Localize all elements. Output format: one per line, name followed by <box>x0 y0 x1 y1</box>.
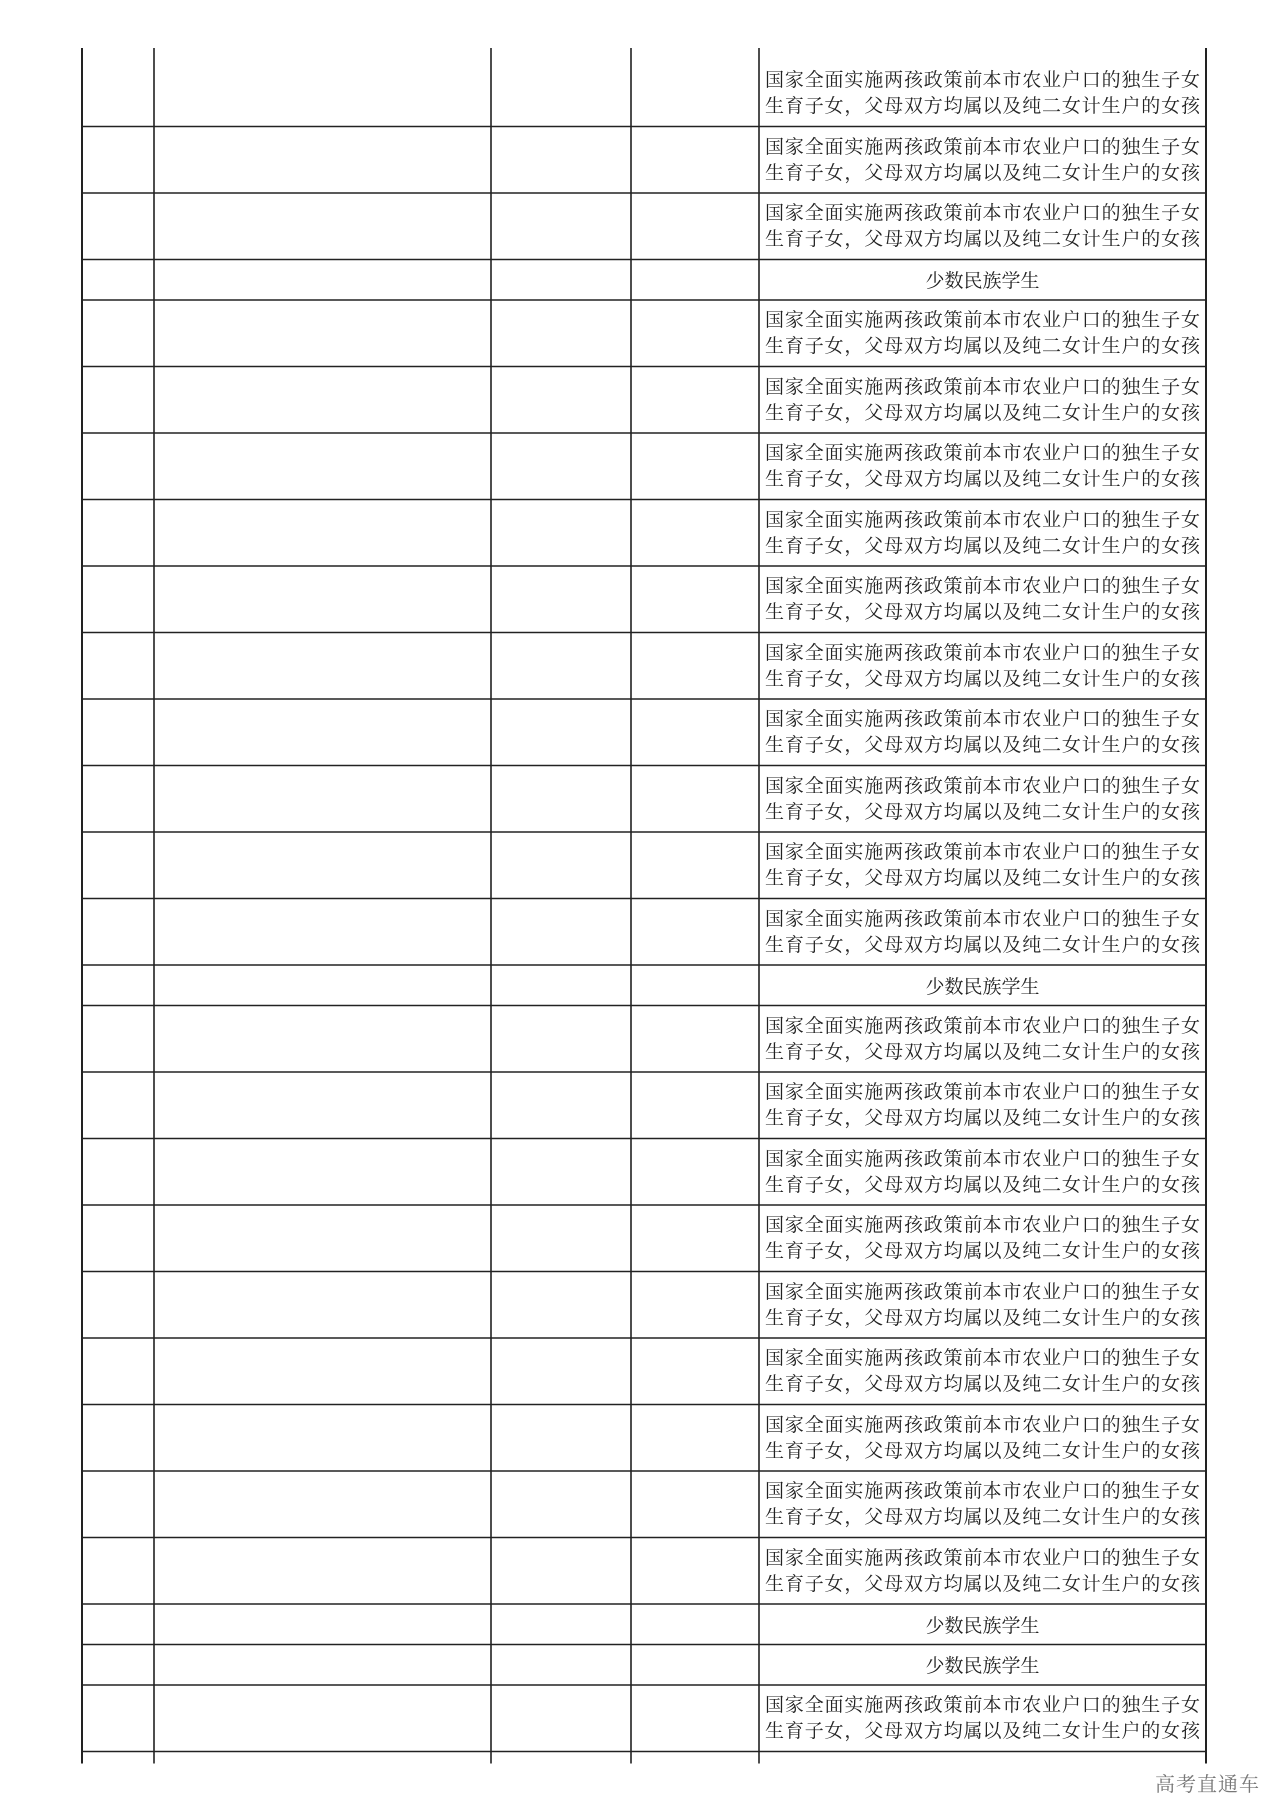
remark-line: 本市农业户口的独生子女以及纯二女计生户的女孩 <box>982 1147 1200 1196</box>
remark <box>759 1272 1206 1339</box>
school-name <box>154 1645 491 1686</box>
remark <box>759 1205 1206 1272</box>
student-name <box>631 633 759 700</box>
student-id <box>491 1272 631 1339</box>
row-number <box>82 1471 154 1538</box>
remark-line: 本市农业户口的独生子女以及纯二女计生户的女孩 <box>982 375 1200 424</box>
student-name <box>631 1685 759 1752</box>
remark-line: 国家全面实施两孩政策前生育子女，父母双方均属 <box>765 641 983 690</box>
row-number <box>82 899 154 966</box>
remark-line: 国家全面实施两孩政策前生育子女，父母双方均属 <box>765 1694 983 1743</box>
remark-line: 本市农业户口的独生子女以及纯二女计生户的女孩 <box>982 508 1200 557</box>
remark <box>759 566 1206 633</box>
student-name <box>631 1205 759 1272</box>
remark-line: 国家全面实施两孩政策前生育子女，父母双方均属 <box>765 1546 983 1595</box>
school-name <box>154 1205 491 1272</box>
student-id <box>491 1645 631 1686</box>
student-id <box>491 1139 631 1206</box>
remark <box>759 1538 1206 1605</box>
student-name <box>631 566 759 633</box>
remark-line: 国家全面实施两孩政策前生育子女，父母双方均属 <box>765 1147 983 1196</box>
remark <box>759 633 1206 700</box>
school-name <box>154 766 491 833</box>
remark-line: 国家全面实施两孩政策前生育子女，父母双方均属 <box>765 69 983 118</box>
remark <box>759 260 1206 301</box>
student-name <box>631 1645 759 1686</box>
school-name <box>154 500 491 567</box>
remark <box>759 1072 1206 1139</box>
row-number <box>82 1538 154 1605</box>
remark <box>759 367 1206 434</box>
student-name <box>631 965 759 1006</box>
remark-line: 本市农业户口的独生子女以及纯二女计生户的女孩 <box>982 641 1200 690</box>
remark-line: 本市农业户口的独生子女以及纯二女计生户的女孩 <box>982 1546 1200 1595</box>
student-id <box>491 766 631 833</box>
student-name <box>631 127 759 194</box>
remark-line: 本市农业户口的独生子女以及纯二女计生户的女孩 <box>982 1480 1200 1529</box>
row-number <box>82 260 154 301</box>
remark-line: 国家全面实施两孩政策前生育子女，父母双方均属 <box>765 1214 983 1263</box>
student-id <box>491 832 631 899</box>
row-number <box>82 1405 154 1472</box>
student-id <box>491 1685 631 1752</box>
student-name <box>631 433 759 500</box>
student-name <box>631 1139 759 1206</box>
remark-line: 少数民族学生 <box>925 1614 1040 1637</box>
school-name <box>154 832 491 899</box>
student-name <box>631 1006 759 1073</box>
school-name <box>154 699 491 766</box>
student-name <box>631 1072 759 1139</box>
student-name <box>631 500 759 567</box>
row-number <box>82 367 154 434</box>
student-id <box>491 699 631 766</box>
student-id <box>491 1471 631 1538</box>
remark <box>759 1139 1206 1206</box>
remark-line: 本市农业户口的独生子女以及纯二女计生户的女孩 <box>982 1214 1200 1263</box>
student-name <box>631 899 759 966</box>
remark-line: 本市农业户口的独生子女以及纯二女计生户的女孩 <box>982 1347 1200 1396</box>
student-id <box>491 633 631 700</box>
remark-line: 本市农业户口的独生子女以及纯二女计生户的女孩 <box>982 1081 1200 1130</box>
remark <box>759 766 1206 833</box>
school-name <box>154 1338 491 1405</box>
remark-line: 国家全面实施两孩政策前生育子女，父母双方均属 <box>765 841 983 890</box>
remark <box>759 832 1206 899</box>
row-number <box>82 300 154 367</box>
student-name <box>631 832 759 899</box>
student-id <box>491 1405 631 1472</box>
school-name <box>154 60 491 127</box>
student-name <box>631 1538 759 1605</box>
remark <box>759 1685 1206 1752</box>
remark <box>759 699 1206 766</box>
student-id <box>491 300 631 367</box>
school-name <box>154 1139 491 1206</box>
student-id <box>491 899 631 966</box>
remark-line: 国家全面实施两孩政策前生育子女，父母双方均属 <box>765 135 983 184</box>
remark-line: 本市农业户口的独生子女以及纯二女计生户的女孩 <box>982 1413 1200 1462</box>
remark-line: 国家全面实施两孩政策前生育子女，父母双方均属 <box>765 1480 983 1529</box>
remark-line: 本市农业户口的独生子女以及纯二女计生户的女孩 <box>982 1694 1200 1743</box>
row-number <box>82 1338 154 1405</box>
student-id <box>491 433 631 500</box>
remark-line: 本市农业户口的独生子女以及纯二女计生户的女孩 <box>982 774 1200 823</box>
row-number <box>82 766 154 833</box>
student-name <box>631 1604 759 1645</box>
remark-line: 国家全面实施两孩政策前生育子女，父母双方均属 <box>765 508 983 557</box>
row-number <box>82 1006 154 1073</box>
student-id <box>491 965 631 1006</box>
remark-line: 本市农业户口的独生子女以及纯二女计生户的女孩 <box>982 69 1200 118</box>
student-id <box>491 566 631 633</box>
school-name <box>154 965 491 1006</box>
remark <box>759 1471 1206 1538</box>
row-number <box>82 433 154 500</box>
remark-line: 少数民族学生 <box>925 1655 1040 1678</box>
remark-line: 本市农业户口的独生子女以及纯二女计生户的女孩 <box>982 202 1200 251</box>
school-name <box>154 260 491 301</box>
remark-line: 少数民族学生 <box>925 270 1040 293</box>
remark-line: 少数民族学生 <box>925 975 1040 998</box>
school-name <box>154 1471 491 1538</box>
student-name <box>631 1471 759 1538</box>
watermark: 高考直通车 <box>1155 1772 1260 1796</box>
school-name <box>154 566 491 633</box>
student-name <box>631 367 759 434</box>
remark <box>759 1405 1206 1472</box>
school-name <box>154 1272 491 1339</box>
student-id <box>491 1538 631 1605</box>
remark <box>759 127 1206 194</box>
student-name <box>631 193 759 260</box>
remark-line: 本市农业户口的独生子女以及纯二女计生户的女孩 <box>982 907 1200 956</box>
remark-line: 国家全面实施两孩政策前生育子女，父母双方均属 <box>765 1081 983 1130</box>
row-number <box>82 193 154 260</box>
row-number <box>82 60 154 127</box>
student-id <box>491 1006 631 1073</box>
remark-line: 本市农业户口的独生子女以及纯二女计生户的女孩 <box>982 708 1200 757</box>
remark <box>759 433 1206 500</box>
remark-line: 国家全面实施两孩政策前生育子女，父母双方均属 <box>765 1347 983 1396</box>
school-name <box>154 1006 491 1073</box>
row-number <box>82 699 154 766</box>
remark-line: 国家全面实施两孩政策前生育子女，父母双方均属 <box>765 1280 983 1329</box>
remark-line: 国家全面实施两孩政策前生育子女，父母双方均属 <box>765 309 983 358</box>
student-id <box>491 1338 631 1405</box>
school-name <box>154 1405 491 1472</box>
row-number <box>82 1645 154 1686</box>
row-number <box>82 1604 154 1645</box>
row-number <box>82 500 154 567</box>
student-name <box>631 300 759 367</box>
remark <box>759 300 1206 367</box>
student-name <box>631 699 759 766</box>
student-name <box>631 260 759 301</box>
row-number <box>82 1072 154 1139</box>
student-name <box>631 1272 759 1339</box>
student-id <box>491 193 631 260</box>
row-number <box>82 1205 154 1272</box>
student-name <box>631 60 759 127</box>
school-name <box>154 127 491 194</box>
school-name <box>154 300 491 367</box>
school-name <box>154 1685 491 1752</box>
school-name <box>154 193 491 260</box>
remark <box>759 1645 1206 1686</box>
school-name <box>154 633 491 700</box>
student-id <box>491 260 631 301</box>
student-name <box>631 1405 759 1472</box>
remark-line: 本市农业户口的独生子女以及纯二女计生户的女孩 <box>982 575 1200 624</box>
student-id <box>491 1072 631 1139</box>
remark-line: 国家全面实施两孩政策前生育子女，父母双方均属 <box>765 202 983 251</box>
school-name <box>154 1604 491 1645</box>
remark <box>759 1604 1206 1645</box>
remark-line: 国家全面实施两孩政策前生育子女，父母双方均属 <box>765 375 983 424</box>
remark <box>759 500 1206 567</box>
remark-line: 国家全面实施两孩政策前生育子女，父母双方均属 <box>765 774 983 823</box>
remark <box>759 60 1206 127</box>
remark-line: 本市农业户口的独生子女以及纯二女计生户的女孩 <box>982 841 1200 890</box>
student-id <box>491 127 631 194</box>
remark-line: 本市农业户口的独生子女以及纯二女计生户的女孩 <box>982 1280 1200 1329</box>
remark-line: 国家全面实施两孩政策前生育子女，父母双方均属 <box>765 1014 983 1063</box>
student-id <box>491 60 631 127</box>
remark <box>759 899 1206 966</box>
student-name <box>631 766 759 833</box>
remark-line: 本市农业户口的独生子女以及纯二女计生户的女孩 <box>982 1014 1200 1063</box>
remark-line: 国家全面实施两孩政策前生育子女，父母双方均属 <box>765 575 983 624</box>
student-id <box>491 1205 631 1272</box>
remark <box>759 965 1206 1006</box>
remark-line: 国家全面实施两孩政策前生育子女，父母双方均属 <box>765 1413 983 1462</box>
remark-line: 本市农业户口的独生子女以及纯二女计生户的女孩 <box>982 135 1200 184</box>
remark <box>759 1338 1206 1405</box>
row-number <box>82 1685 154 1752</box>
school-name <box>154 1538 491 1605</box>
row-number <box>82 127 154 194</box>
row-number <box>82 832 154 899</box>
remark <box>759 1006 1206 1073</box>
student-id <box>491 367 631 434</box>
student-id <box>491 1604 631 1645</box>
remark-line: 国家全面实施两孩政策前生育子女，父母双方均属 <box>765 442 983 491</box>
row-number <box>82 1139 154 1206</box>
school-name <box>154 433 491 500</box>
school-name <box>154 1072 491 1139</box>
student-name <box>631 1338 759 1405</box>
remark-line: 本市农业户口的独生子女以及纯二女计生户的女孩 <box>982 442 1200 491</box>
row-number <box>82 1272 154 1339</box>
student-id <box>491 500 631 567</box>
remark-line: 国家全面实施两孩政策前生育子女，父母双方均属 <box>765 907 983 956</box>
school-name <box>154 899 491 966</box>
row-number <box>82 633 154 700</box>
remark-line: 本市农业户口的独生子女以及纯二女计生户的女孩 <box>982 309 1200 358</box>
remark-line: 国家全面实施两孩政策前生育子女，父母双方均属 <box>765 708 983 757</box>
row-number <box>82 965 154 1006</box>
school-name <box>154 367 491 434</box>
row-number <box>82 566 154 633</box>
remark <box>759 193 1206 260</box>
